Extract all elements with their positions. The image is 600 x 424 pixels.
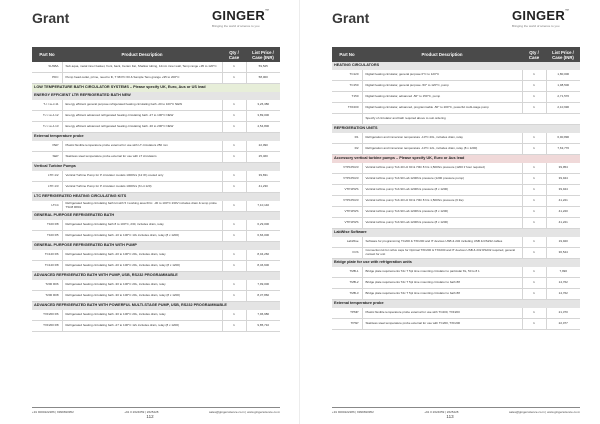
part-number: R2 <box>332 144 362 155</box>
section-header <box>332 229 580 238</box>
price-table <box>32 47 280 332</box>
part-number: FCS <box>332 248 362 259</box>
list-price: 39,954 <box>546 163 580 174</box>
footer-email: sales@gingerscience.co.in | www.gingerscience.co.in <box>208 410 280 414</box>
product-row <box>332 267 580 278</box>
part-number: TXF200 <box>332 103 362 114</box>
quantity: 1 <box>222 100 246 111</box>
product-description: Refrigerated heating circulating bath -10 to 100°C 13L includes drain, relay (8 x 1200) <box>62 231 222 242</box>
list-price: 39,831 <box>246 171 280 182</box>
quantity: 1 <box>522 81 546 92</box>
quantity: 1 <box>222 291 246 302</box>
list-price: 41,221 <box>546 218 580 229</box>
list-price: 1,80,000 <box>546 70 580 81</box>
catalog-page-right <box>300 0 600 424</box>
product-row <box>332 81 580 92</box>
product-description: Vertical Turbine Pump for P circulator models 1000hrs (12 l/h) cooled only <box>62 171 222 182</box>
section-header <box>32 272 280 281</box>
section-title: LOW TEMPERATURE BATH CIRCULATOR SYSTEMS – Please specify UK, Euro, Aus or US lead <box>32 84 280 93</box>
section-title: External temperature probe <box>332 300 580 309</box>
product-row <box>32 100 280 111</box>
product-row <box>332 289 580 300</box>
part-number: LTP-1/2 <box>32 171 62 182</box>
quantity: 1 <box>522 319 546 330</box>
product-description: Vertical turbine pump Tub 90 Lab 1200hrs pressure (8 x 1200) <box>362 218 522 229</box>
section-title: Bridge plate for use with refrigeration units <box>332 259 580 268</box>
part-number: TPSP <box>332 319 362 330</box>
quantity: 1 <box>522 218 546 229</box>
quantity: 1 <box>222 73 246 84</box>
section-title: ADVANCED REFRIGERATED BATH WITH PUMP, USB, RS232 PROGRAMMABLE <box>32 272 280 281</box>
quantity: 1 <box>222 220 246 231</box>
list-price: 59,525 <box>246 62 280 73</box>
section-header <box>32 242 280 251</box>
product-description: Bridge plate requirements Tdc T 5pl time mounting circulator to bath 88 <box>362 289 522 300</box>
section-title: Vertical Turbine Pumps <box>32 163 280 172</box>
product-description: Software for programming TC200 & TXF200 and IT devices USB & 232 including USB & RS232 cables <box>362 237 522 248</box>
list-price: 7,990 <box>546 267 580 278</box>
ginger-logo: GINGER™ Bringing the world of science to you <box>512 8 570 28</box>
quantity: 1 <box>522 144 546 155</box>
section-header <box>32 163 280 172</box>
product-row <box>32 310 280 321</box>
section-header <box>32 84 280 93</box>
list-price: 58,000 <box>246 73 280 84</box>
product-row <box>332 319 580 330</box>
product-row <box>32 171 280 182</box>
part-number: T-r r-w-J-12 <box>32 111 62 122</box>
section-title: ADVANCED REFRIGERATED BATH WITH POWERFUL MULTI-STAGE PUMP, USB, RS232 PROGRAMMABLE <box>32 302 280 311</box>
quantity: 1 <box>222 261 246 272</box>
product-row <box>332 278 580 289</box>
quantity: 1 <box>222 122 246 133</box>
list-price: 1,98,500 <box>546 81 580 92</box>
quantity: 1 <box>222 111 246 122</box>
header-qty: Qty / Case <box>522 47 546 62</box>
note-text: Specify of circulator and bath required above to suit ordering <box>362 114 580 125</box>
quantity: 1 <box>522 174 546 185</box>
product-description: Refrigerated heating circulating bath kit with 5 l working area 6l/m: -30 to 100°C 230V includes drain & temp probe TSC8 R801 <box>62 201 222 212</box>
product-description: Refrigerated heating circulating bath -30 to 100°C 20L, includes drain, relay <box>62 310 222 321</box>
section-title: Accessory vertical turbine pumps – Please specify UK, Euro or Aus lead <box>332 155 580 164</box>
product-row <box>32 201 280 212</box>
list-price: 22,090 <box>246 141 280 152</box>
quantity: 1 <box>522 92 546 103</box>
list-price: 6,29,000 <box>246 220 280 231</box>
list-price: 8,37,860 <box>246 291 280 302</box>
section-title: REFRIGERATION UNITS <box>332 125 580 134</box>
section-title: External temperature probe <box>32 133 280 142</box>
part-number: T200 R06 <box>32 280 62 291</box>
part-number: LTC4 <box>32 201 62 212</box>
quantity: 1 <box>222 152 246 163</box>
header-price: List Price / Case (INR) <box>546 47 580 62</box>
header-description: Product Description <box>62 47 222 62</box>
ginger-logo: GINGER™ Bringing the world of science to you <box>212 8 270 28</box>
product-row <box>32 250 280 261</box>
product-row <box>332 70 580 81</box>
product-description: Digital heating circulator, general purpose -50° to 120°C, pump <box>362 81 522 92</box>
product-description: Energy efficient advanced refrigerated heating circulating bath -30 to 200°C NEW <box>62 122 222 133</box>
part-number: TMB-2 <box>332 278 362 289</box>
list-price: 7,10,140 <box>246 201 280 212</box>
part-number: VTP1P0/S <box>332 218 362 229</box>
quantity: 1 <box>522 278 546 289</box>
product-row <box>332 133 580 144</box>
product-description: Energy efficient advanced refrigerated heating circulating bath -27 to 100°C NEW <box>62 111 222 122</box>
product-row <box>332 92 580 103</box>
section-title: HEATING CIRCULATORS <box>332 62 580 70</box>
product-description: Refrigerated heating circulating bath -20 to 100°C 20L, includes drain, relay <box>62 250 222 261</box>
quantity: 1 <box>522 163 546 174</box>
product-row <box>332 144 580 155</box>
brand-title: Grant <box>32 10 70 26</box>
product-row <box>332 218 580 229</box>
section-header <box>332 62 580 70</box>
header-price: List Price / Case (INR) <box>246 47 280 62</box>
part-number: TC150 <box>332 81 362 92</box>
product-description: Refrigeration and immersion temperature -10°C 12L, includes drain, relay (8 x 1200) <box>362 144 522 155</box>
part-number: TC120 R8 <box>32 261 62 272</box>
part-number: T-r r-w-J-13 <box>32 122 62 133</box>
quantity: 1 <box>222 201 246 212</box>
part-number: TXF200 R8 <box>32 321 62 332</box>
part-number: TXF200 R6 <box>32 310 62 321</box>
product-row <box>32 291 280 302</box>
part-number: TMB-3 <box>332 289 362 300</box>
product-row <box>332 196 580 207</box>
part-number: VTP1P0/23 <box>332 174 362 185</box>
section-title: GENERAL PURPOSE REFRIGERATED BATH <box>32 212 280 221</box>
list-price: 7,96,980 <box>246 310 280 321</box>
header-part-no: Part No <box>332 47 362 62</box>
list-price: 7,99,000 <box>246 280 280 291</box>
part-number: VTP1P0/S <box>332 185 362 196</box>
product-description: Digital heating circulator, general purpose 0°C to 120°C <box>362 70 522 81</box>
product-row <box>332 237 580 248</box>
list-price: 14,762 <box>546 278 580 289</box>
product-description: Refrigeration and immersion temperature -10°C 20L, includes drain, relay <box>362 133 522 144</box>
product-row <box>332 103 580 114</box>
product-row <box>32 261 280 272</box>
section-header <box>332 259 580 268</box>
product-row <box>32 321 280 332</box>
product-row <box>332 308 580 319</box>
product-description: Vertical turbine pump Tub 40 Hz 90 & 70ltr 8 hrs 1,500hrs pressure (6 lite) <box>362 196 522 207</box>
quantity: 1 <box>222 171 246 182</box>
product-description: Refrigerated heating circulating bath -20 to 100°C 20L, includes drain, relay (8 x 1200) <box>62 261 222 272</box>
footer-landline: +91 0 2624059 | 2625228 <box>424 410 459 414</box>
page-footer <box>332 407 580 414</box>
product-row <box>332 185 580 196</box>
logo-tagline: Bringing the world of science to you <box>512 24 560 28</box>
quantity: 1 <box>522 70 546 81</box>
part-number: TC120 R6 <box>32 250 62 261</box>
product-row <box>32 231 280 242</box>
part-number: PEP <box>32 141 62 152</box>
list-price: 21,370 <box>546 308 580 319</box>
product-description: Digital heating circulator, advanced -50° to 150°C, pump <box>362 92 522 103</box>
list-price: 9,85,710 <box>246 321 280 332</box>
product-row <box>332 174 580 185</box>
list-price: 25,460 <box>246 152 280 163</box>
list-price: 36,544 <box>546 248 580 259</box>
part-number: VTP1P0/23 <box>332 196 362 207</box>
product-description: Digital heating circulator, advanced, programmable -50° to 200°C, powerful multi-stage pump <box>362 103 522 114</box>
list-price: 3,89,000 <box>246 111 280 122</box>
part-number: VTP1P0/S <box>332 207 362 218</box>
quantity: 1 <box>222 141 246 152</box>
product-description: Bridge plate requirements Tdc T 5pl time mounting circulator to particular 8L, 50 to 8 1 <box>362 267 522 278</box>
product-row <box>32 220 280 231</box>
part-number: SEP <box>32 152 62 163</box>
list-price: 8,04,260 <box>246 250 280 261</box>
list-price: 2,71,570 <box>546 92 580 103</box>
list-price: 4,54,800 <box>246 122 280 133</box>
list-price: 6,90,890 <box>546 133 580 144</box>
product-row <box>32 152 280 163</box>
product-description: Refrigerated heating circulating bath 8 to 100°C, 230, includes drain, relay <box>62 220 222 231</box>
section-header <box>32 302 280 311</box>
section-title: LabWise Software <box>332 229 580 238</box>
list-price: 39,944 <box>546 185 580 196</box>
quantity: 1 <box>522 103 546 114</box>
product-row <box>332 163 580 174</box>
part-number: T200 R08 <box>32 291 62 302</box>
header-description: Product Description <box>362 47 522 62</box>
product-description: Refrigerated heating circulating bath -30 to 100°C 20L, includes drain, relay <box>62 280 222 291</box>
quantity: 1 <box>522 237 546 248</box>
quantity: 1 <box>522 185 546 196</box>
footer-phone: +91 9000222286 | 9999690952 <box>332 410 374 414</box>
section-title: GENERAL PURPOSE REFRIGERATED BATH WITH PUMP <box>32 242 280 251</box>
note-row <box>332 114 580 125</box>
footer-landline: +91 0 2624059 | 2625228 <box>124 410 159 414</box>
product-row <box>32 280 280 291</box>
page-number: 113 <box>446 414 454 419</box>
header-part-no: Part No <box>32 47 62 62</box>
quantity: 1 <box>222 250 246 261</box>
product-row <box>332 207 580 218</box>
part-number: LTP-1/3 <box>32 182 62 193</box>
section-header <box>32 133 280 142</box>
part-number: PDC <box>32 73 62 84</box>
part-number: SUSBA <box>32 62 62 73</box>
section-header <box>32 212 280 221</box>
quantity: 1 <box>222 62 246 73</box>
section-title: LTC REFRIGERATED HEATING CIRCULATING KITS <box>32 193 280 202</box>
quantity: 1 <box>222 321 246 332</box>
product-description: Sub aqua, metal inner basket, front, back, Ceram Fat, Shallow tubing, 12mm inner wall, Temp range +95 to 120°C <box>62 62 222 73</box>
product-description: Pump head outlet, prime, need to fit, T 98 PC 60 & Sample Tens grange +95 to 200°C <box>62 73 222 84</box>
part-number: T150 <box>332 92 362 103</box>
page-footer <box>32 407 280 414</box>
section-header <box>332 125 580 134</box>
part-number: TMB-1 <box>332 267 362 278</box>
price-table <box>332 47 580 330</box>
product-description: Vertical turbine pump Tub 90 Lab 1200hrs pressure (8 x 1200) <box>362 185 522 196</box>
product-description: Vertical turbine pump Tub 40 Hz 90 & 70ltr 8 hrs 1,500hrs pressure (1200 l/ hour required) <box>362 163 522 174</box>
list-price: 22,077 <box>546 319 580 330</box>
quantity: 1 <box>522 267 546 278</box>
list-price: 6,66,000 <box>246 231 280 242</box>
list-price: 19,920 <box>546 237 580 248</box>
list-price: 14,762 <box>546 289 580 300</box>
page-number: 112 <box>146 414 154 419</box>
section-header <box>332 300 580 309</box>
product-row <box>32 62 280 73</box>
product-description: Vertical turbine pump Tub 90 Lab 1200hrs pressure (8 x 1200) <box>362 207 522 218</box>
list-price: 2,10,990 <box>546 103 580 114</box>
quantity: 1 <box>522 289 546 300</box>
product-description: Stainless steel temperature probe external for use with LT circulators <box>62 152 222 163</box>
part-number: R1 <box>332 133 362 144</box>
product-description: Bridge plate requirements Tdc T 5pl time mounting circulator to bath 88 <box>362 278 522 289</box>
product-row <box>332 248 580 259</box>
quantity: 1 <box>222 182 246 193</box>
part-number: VTP1P0/23 <box>332 163 362 174</box>
product-row <box>32 111 280 122</box>
quantity: 1 <box>522 196 546 207</box>
product-description: Vertical Turbine Pump for P circulator models 1000hrs (6 Lit 120) <box>62 182 222 193</box>
product-row <box>32 73 280 84</box>
product-row <box>32 182 280 193</box>
list-price: 39,944 <box>546 174 580 185</box>
product-row <box>32 141 280 152</box>
product-description: Connection kit for reflux caps for Optimal TXF200 & TXF200 and IT devices USB & 232 RS232 required, general contact for unit <box>362 248 522 259</box>
list-price: 7,63,770 <box>546 144 580 155</box>
quantity: 1 <box>522 248 546 259</box>
list-price: 41,230 <box>246 182 280 193</box>
part-number: TC120 <box>332 70 362 81</box>
part-number: T100 R5 <box>32 231 62 242</box>
list-price: 41,221 <box>546 196 580 207</box>
logo-tagline: Bringing the world of science to you <box>212 24 260 28</box>
quantity: 1 <box>222 280 246 291</box>
part-number: T100 R8 <box>32 220 62 231</box>
section-title: ENERGY EFFICIENT LTR REFRIGERATED BATH NEW <box>32 92 280 100</box>
list-price: 41,220 <box>546 207 580 218</box>
list-price: 8,46,600 <box>246 261 280 272</box>
footer-email: sales@gingerscience.co.in | www.gingerscience.co.in <box>508 410 580 414</box>
footer-phone: +91 9000222286 | 9999690952 <box>32 410 74 414</box>
list-price: 3,26,380 <box>246 100 280 111</box>
quantity: 1 <box>222 310 246 321</box>
product-description: Plastic flexible temperature probe external for use with TC200, TXF200 <box>362 308 522 319</box>
quantity: 1 <box>222 231 246 242</box>
brand-title: Grant <box>332 10 370 26</box>
part-number: TPMP <box>332 308 362 319</box>
header-qty: Qty / Case <box>222 47 246 62</box>
section-header <box>32 193 280 202</box>
quantity: 1 <box>522 308 546 319</box>
quantity: 1 <box>522 133 546 144</box>
quantity: 1 <box>522 207 546 218</box>
product-row <box>32 122 280 133</box>
product-description: Stainless steel temperature probe external for use with TC200, TXF200 <box>362 319 522 330</box>
product-description: Energy efficient general purpose refrigerated heating circulating bath -20 to 100°C NEW <box>62 100 222 111</box>
part-number: LabWise <box>332 237 362 248</box>
part-number: T-r r-w-J-11 <box>32 100 62 111</box>
section-header <box>332 155 580 164</box>
section-header <box>32 92 280 100</box>
product-description: Plastic flexible temperature probe external for use with LT circulators 250 mm <box>62 141 222 152</box>
product-description: Refrigerated heating circulating bath -27 to 100°C 12L includes drain, relay (8 x 1200) <box>62 321 222 332</box>
product-description: Refrigerated heating circulating bath -30 to 100°C 20L, includes drain, relay (8 x 1200) <box>62 291 222 302</box>
product-description: Vertical turbine pump Tub 90 Lab 1200hrs pressure (1200 pressure pump) <box>362 174 522 185</box>
